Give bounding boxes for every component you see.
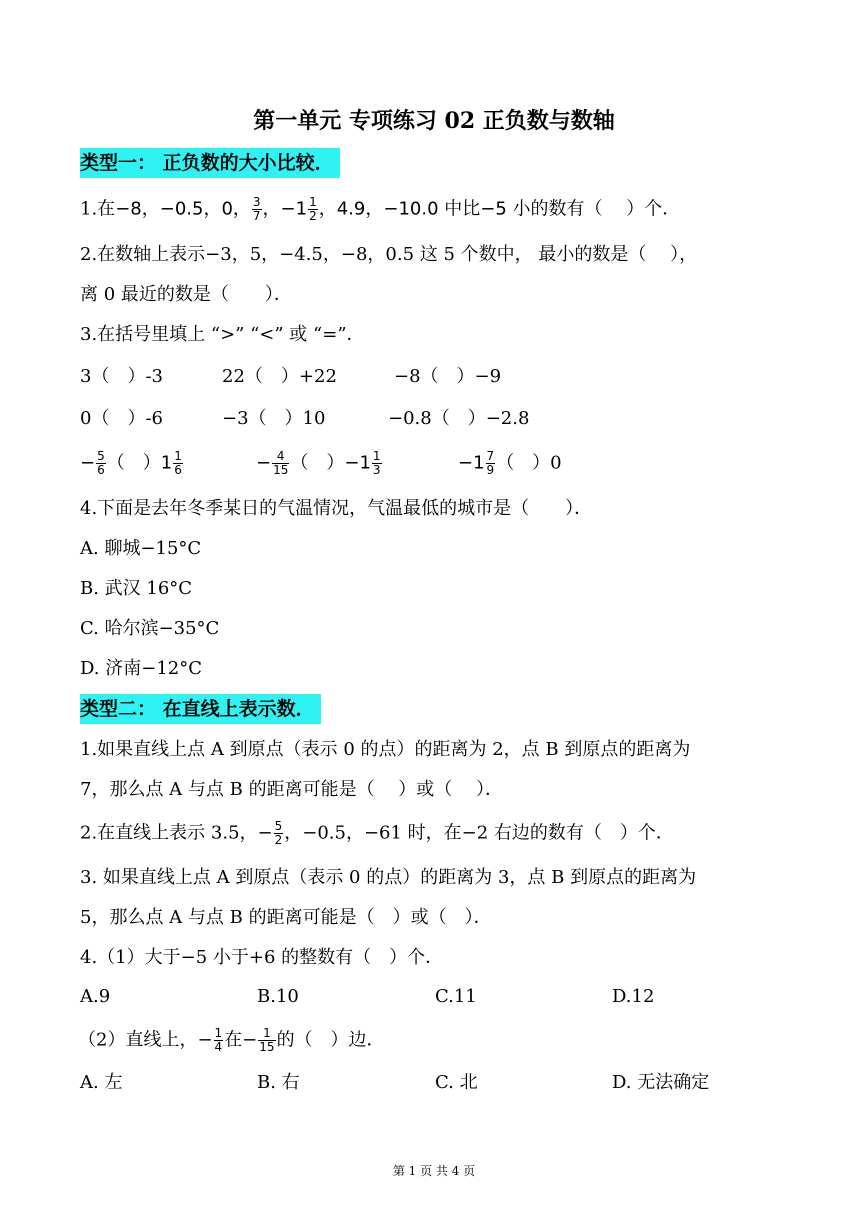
question-2-3-line2: 5，那么点 A 与点 B 的距离可能是（ ）或（ ）． — [80, 907, 492, 928]
option-b: B.10 — [257, 986, 299, 1007]
option-d: D. 无法确定 — [612, 1072, 710, 1093]
section-heading-2: 类型二： 在直线上表示数． — [80, 694, 321, 724]
question-2-1-line2: 7，那么点 A 与点 B 的距离可能是（ ）或（ ）． — [80, 779, 504, 800]
option-c: C.11 — [435, 986, 477, 1007]
question-1-2-line2: 离 0 最近的数是（ ）． — [80, 284, 292, 305]
question-2-4-2: （2）直线上，− $\frac{1}{4}$ 在− $\frac{1}{15}$ 的（ ）边． — [78, 1026, 385, 1054]
option-a: A. 左 — [80, 1072, 123, 1093]
page-title: 第一单元 专项练习 02 正负数与数轴 — [253, 108, 615, 134]
page-footer: 第 1 页 共 4 页 — [392, 1164, 476, 1178]
question-2-2: 2.在直线上表示 3.5，− $\frac{5}{2}$ ，−0.5，−61 时，在−2 右边的数有（ ）个． — [80, 819, 674, 847]
option-a: A.9 — [80, 986, 111, 1007]
compare-1c: −8（ ）−9 — [394, 366, 502, 387]
question-2-1-line1: 1.如果直线上点 A 到原点（表示 0 的点）的距离为 2，点 B 到原点的距离为 — [80, 739, 691, 760]
option-d: D.12 — [612, 986, 655, 1007]
option-b: B. 武汉 16°C — [80, 578, 193, 599]
fraction-1-15: $\frac{1}{15}$ — [259, 1026, 275, 1054]
compare-1b: 22（ ）+22 — [222, 366, 337, 387]
question-1-1: 1.在−8，−0.5，0， $\frac{3}{7}$ ，−1 $\frac{1}{2}$ ，4.9，−10.0 中比−5 小的数有（ ）个． — [80, 195, 681, 223]
question-2-3-line1: 3. 如果直线上点 A 到原点（表示 0 的点）的距离为 3，点 B 到原点的距离为 — [80, 867, 697, 888]
option-d: D. 济南−12°C — [80, 658, 202, 679]
question-1-4: 4.下面是去年冬季某日的气温情况，气温最低的城市是（ ）． — [80, 498, 593, 519]
fraction-1-2: $\frac{1}{2}$ — [309, 195, 317, 223]
compare-1a: 3（ ）-3 — [80, 366, 163, 387]
option-c: C. 北 — [435, 1072, 478, 1093]
fraction-3-7: $\frac{3}{7}$ — [252, 195, 261, 223]
compare-3c: −1 $\frac{7}{9}$ （ ）0 — [458, 449, 562, 477]
question-2-4-1: 4.（1）大于−5 小于+6 的整数有（ ）个． — [80, 947, 444, 968]
fraction-5-2: $\frac{5}{2}$ — [274, 819, 283, 847]
question-1-3: 3.在括号里填上 “>” “<” 或 “=”． — [80, 324, 365, 345]
compare-2a: 0（ ）-6 — [80, 408, 163, 429]
option-b: B. 右 — [257, 1072, 300, 1093]
option-a: A. 聊城−15°C — [80, 538, 202, 559]
compare-3a: − $\frac{5}{6}$ （ ）1 $\frac{1}{6}$ — [80, 449, 182, 477]
question-1-2-line1: 2.在数轴上表示−3，5，−4.5，−8，0.5 这 5 个数中， 最小的数是（ ）， — [80, 244, 698, 265]
fraction-1-4: $\frac{1}{4}$ — [214, 1026, 223, 1054]
option-c: C. 哈尔滨−35°C — [80, 618, 220, 639]
compare-2b: −3（ ）10 — [222, 408, 326, 429]
compare-2c: −0.8（ ）−2.8 — [388, 408, 530, 429]
section-heading-1: 类型一： 正负数的大小比较． — [80, 148, 340, 178]
compare-3b: − $\frac{4}{15}$ （ ）−1 $\frac{1}{3}$ — [256, 449, 381, 477]
